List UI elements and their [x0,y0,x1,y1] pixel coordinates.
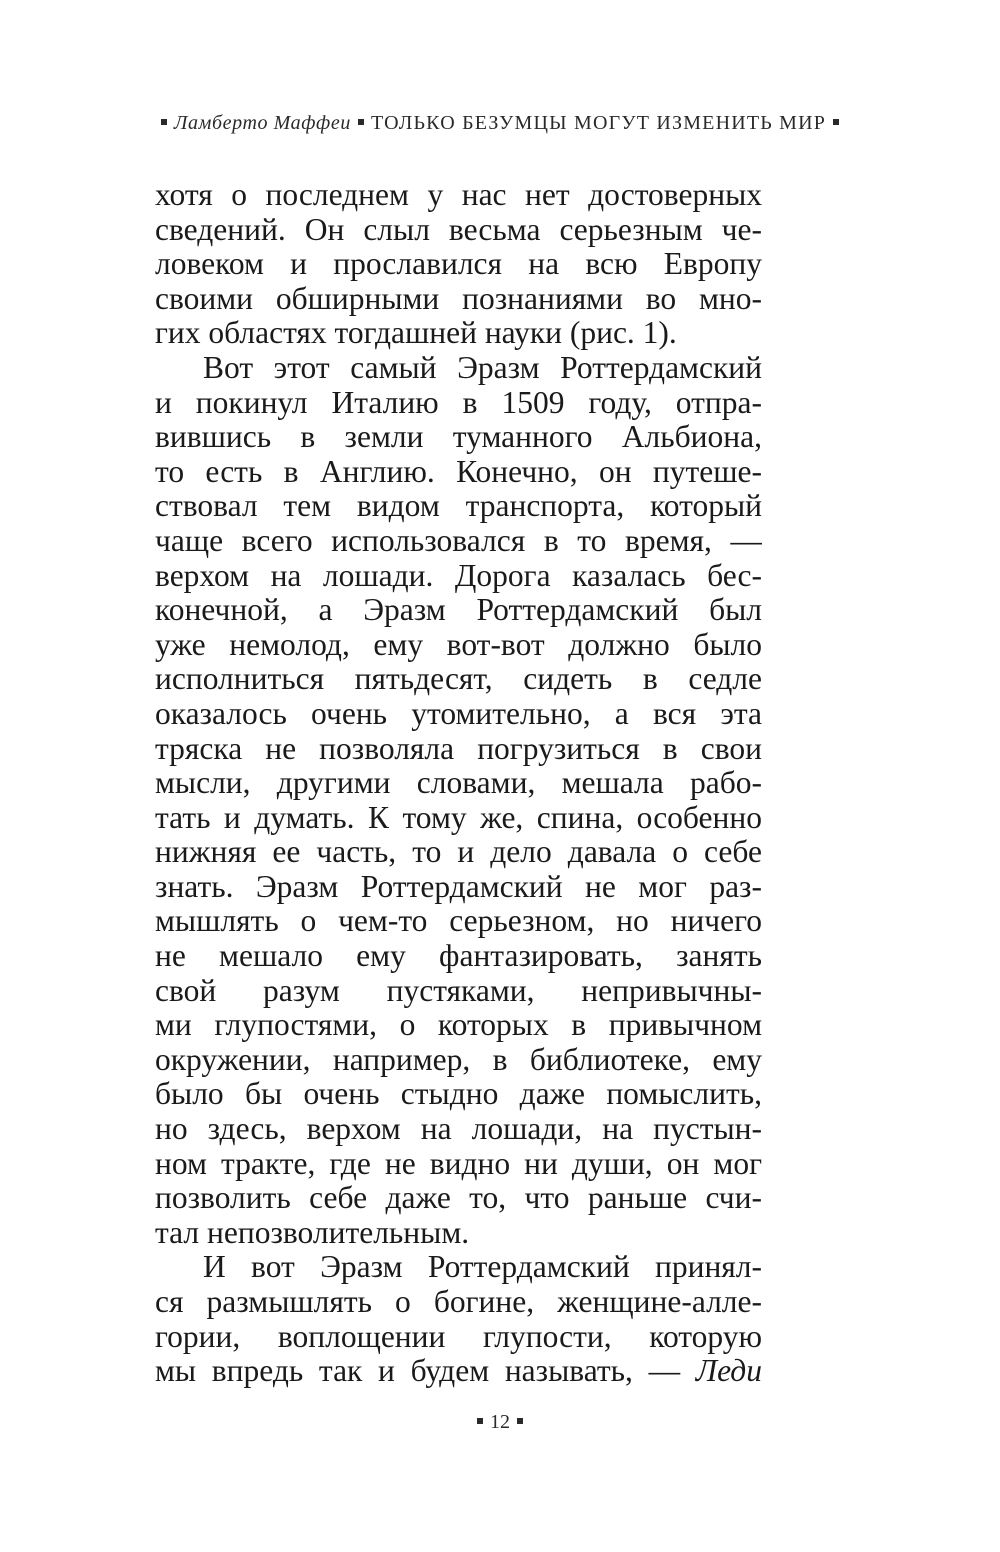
text-line: было бы очень стыдно даже помыслить, [155,1077,762,1112]
text-line: своими обширными познаниями во мно- [155,281,762,316]
text-line: исполниться пятьдесят, сидеть в седле [155,662,762,697]
bullet-square-icon [161,119,167,125]
text-line: позволить себе даже то, что раньше счи- [155,1181,762,1216]
text-line: гих областях тогдашней науки (рис. 1). [155,316,677,351]
text-line: чаще всего использовался в то время, — [155,523,762,558]
text-line: нижняя ее часть, то и дело давала о себе [155,835,762,870]
text-line: и покинул Италию в 1509 году, отпра- [155,385,762,420]
text-line: верхом на лошади. Дорога казалась бес- [155,558,762,593]
text-line-final [155,1354,762,1389]
text-line: но здесь, верхом на лошади, на пустын- [155,1112,762,1147]
page-number [0,1411,1000,1434]
text-line: ся размышлять о богине, женщине-алле- [155,1285,762,1319]
text-line: конечной, а Эразм Роттердамский был [155,593,762,628]
text-line: Вот этот самый Эразм Роттердамский [203,350,762,385]
bullet-square-icon [358,119,364,125]
text-line: тал непозволительным. [155,1215,470,1250]
text-line: ном тракте, где не видно ни души, он мог [155,1146,762,1181]
body-text [155,178,762,1389]
text-line: мышлять о чем-то серьезном, но ничего [155,904,762,939]
bullet-square-icon [833,119,839,125]
text-line: то есть в Англию. Конечно, он путеше- [155,454,762,489]
text-line: знать. Эразм Роттердамский не мог раз- [155,869,762,904]
text-line: уже немолод, ему вот-вот должно было [155,627,762,662]
bullet-square-icon [517,1418,523,1424]
page-number-value: 12 [490,1411,510,1433]
text-line: не мешало ему фантазировать, занять [155,939,762,974]
text-line: оказалось очень утомительно, а вся эта [155,696,762,731]
text-line: ми глупостями, о которых в привычном [155,1008,762,1043]
italic-word: Леди [695,1354,762,1389]
text-line: тать и думать. К тому же, спина, особенно [155,800,762,835]
text-line: хотя о последнем у нас нет достоверных [155,178,762,212]
text-line: ловеком и прославился на всю Европу [155,247,762,282]
text-line: тряска не позволяла погрузиться в свои [155,731,762,766]
text-line: вившись в земли туманного Альбиона, [155,420,762,455]
text-line: окружении, например, в библиотеке, ему [155,1042,762,1077]
text-line: ствовал тем видом транспорта, который [155,489,762,524]
bullet-square-icon [477,1418,483,1424]
running-head [0,112,1000,135]
text-line: мысли, другими словами, мешала рабо- [155,766,762,801]
text-line: сведений. Он слыл весьма серьезным че- [155,212,762,247]
text-line: свой разум пустяками, непривычны- [155,973,762,1008]
text-line: гории, воплощении глупости, которую [155,1319,762,1354]
text-line-final-body: мы впредь так и будем называть, — [155,1354,696,1389]
header-book-title: ТОЛЬКО БЕЗУМЦЫ МОГУТ ИЗМЕНИТЬ МИР [370,112,827,134]
header-author: Ламберто Маффеи [173,112,351,134]
text-line: И вот Эразм Роттердамский принял- [203,1250,762,1285]
